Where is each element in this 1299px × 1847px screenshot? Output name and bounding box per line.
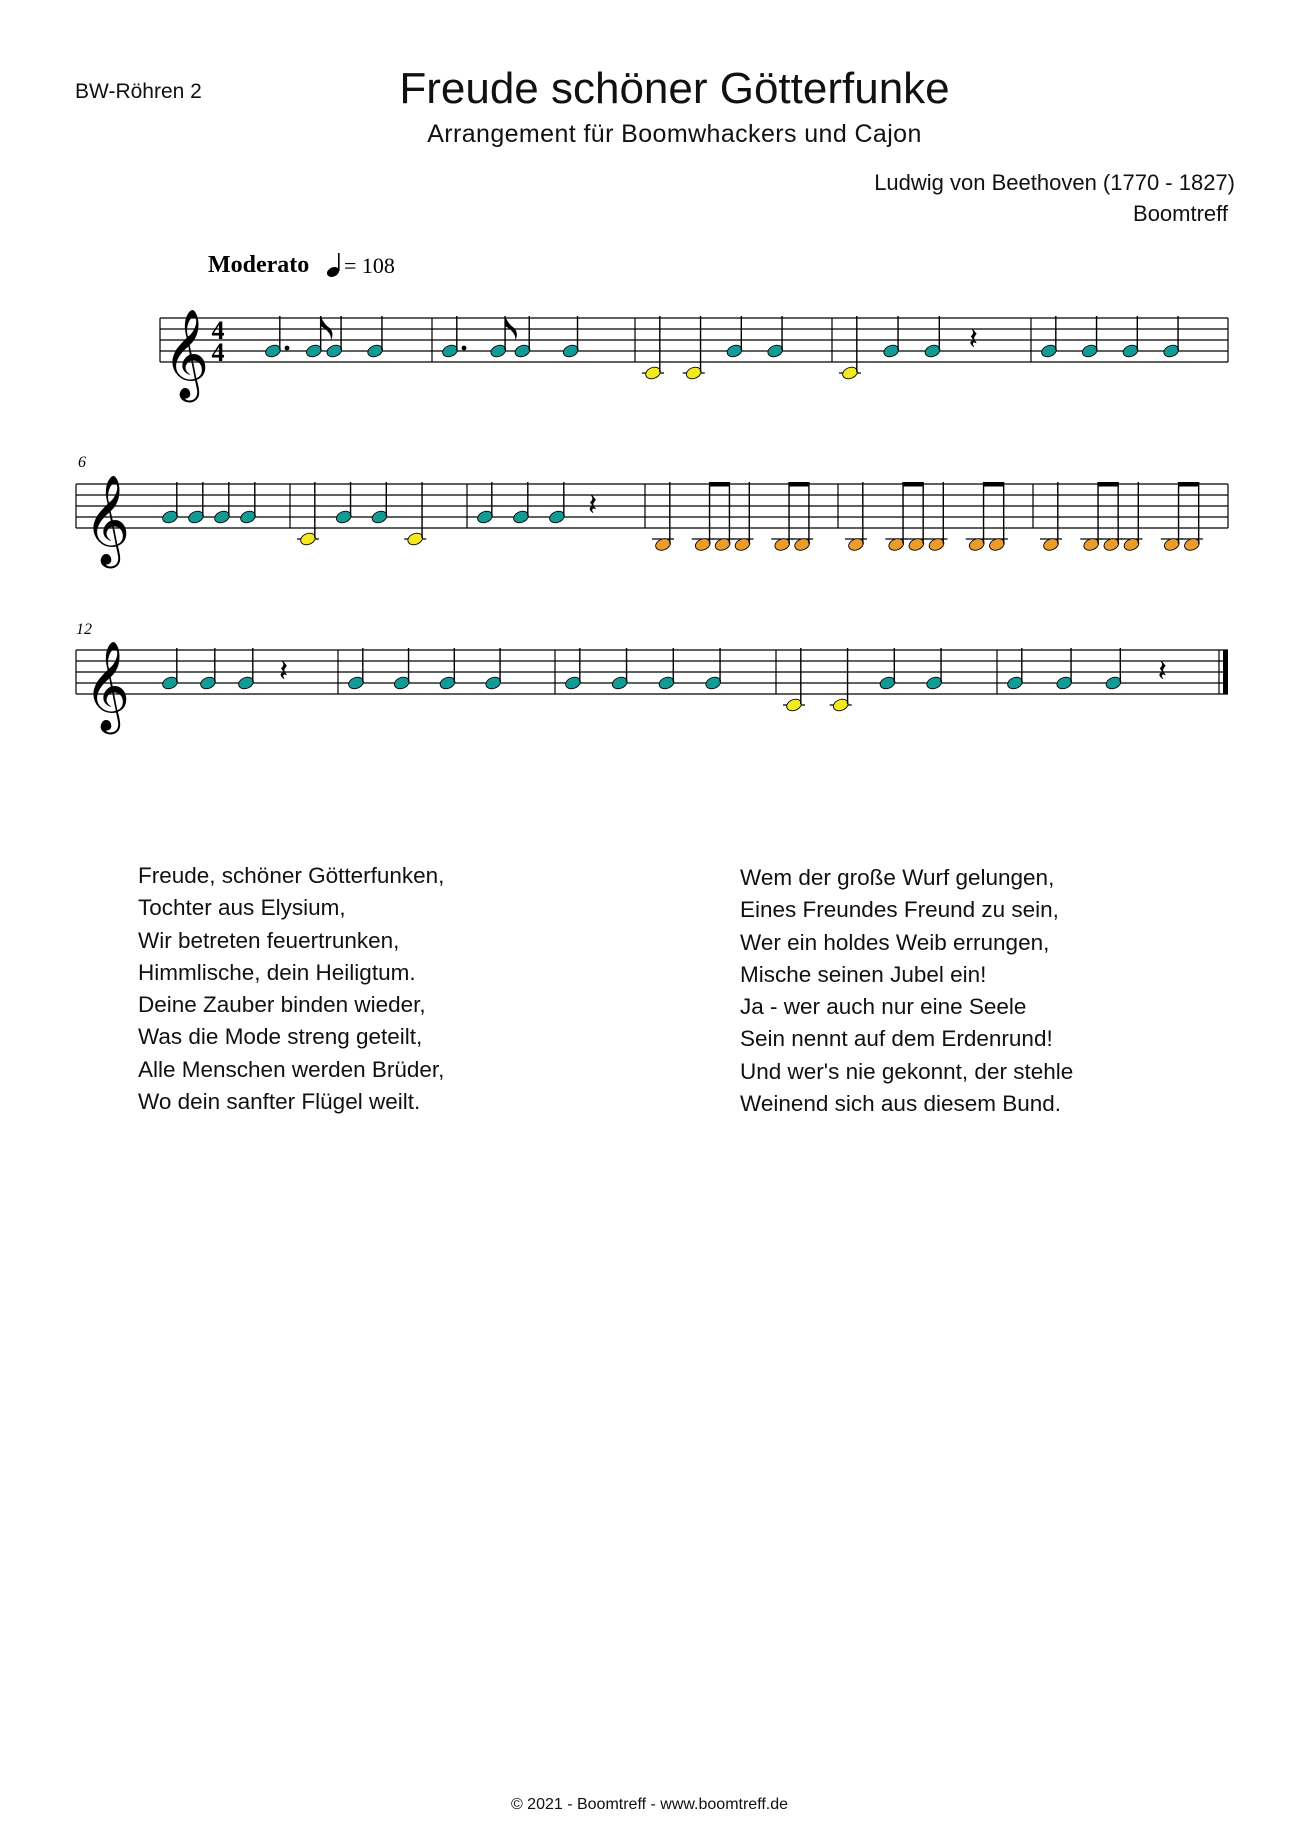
lyric-line: Wir betreten feuertrunken,: [138, 927, 400, 953]
lyric-line: Freude, schöner Götterfunken,: [138, 863, 445, 888]
eighth-beam: [1098, 482, 1118, 487]
page-footer: © 2021 - Boomtreff - www.boomtreff.de: [510, 1796, 789, 1813]
arranger-credit: Boomtreff: [1133, 201, 1228, 226]
lyric-line: Und wer's nie gekonnt, der stehle: [740, 1058, 1074, 1084]
final-barline-thick: [1223, 650, 1228, 694]
measure-number: 6: [78, 454, 86, 471]
score-systems: [76, 310, 1228, 735]
lyric-line: Mische seinen Jubel ein!: [740, 961, 987, 987]
staff-system: [76, 454, 1228, 569]
augmentation-dot: [285, 346, 290, 351]
lyrics-verse-1: [138, 860, 444, 1118]
lyric-line: Wer ein holdes Weib errungen,: [740, 929, 1050, 955]
tempo-value: = 108: [344, 253, 395, 278]
lyric-line: Ja - wer auch nur eine Seele: [740, 994, 1027, 1020]
quarter-rest-icon: 𝄽: [588, 489, 598, 522]
page-title: Freude schöner Götterfunke: [399, 64, 950, 113]
lyric-line: Weinend sich aus diesem Bund.: [740, 1091, 1062, 1117]
tempo-quarter-note-icon: [325, 253, 340, 279]
quarter-rest-icon: 𝄽: [279, 655, 289, 688]
lyric-line: Wem der große Wurf gelungen,: [740, 865, 1055, 890]
tempo-word: Moderato: [208, 252, 310, 278]
quarter-rest-icon: 𝄽: [968, 323, 978, 356]
staff-system: [76, 621, 1228, 735]
lyric-line: Alle Menschen werden Brüder,: [138, 1056, 445, 1082]
lyric-line: Was die Mode streng geteilt,: [138, 1024, 423, 1050]
treble-clef-icon: 𝄞: [84, 642, 131, 729]
time-signature-bottom: 4: [211, 338, 225, 367]
page-subtitle: Arrangement für Boomwhackers und Cajon: [427, 120, 922, 148]
quarter-rest-icon: 𝄽: [1157, 655, 1167, 688]
measure-number: 12: [76, 621, 92, 638]
treble-clef-icon: 𝄞: [163, 310, 210, 397]
eighth-beam: [984, 482, 1004, 487]
lyrics-verse-2: [740, 862, 1073, 1120]
composer-credit: Ludwig von Beethoven (1770 - 1827): [874, 170, 1235, 195]
part-label: BW-Röhren 2: [75, 80, 202, 103]
tempo-marking: [208, 252, 395, 279]
lyric-line: Eines Freundes Freund zu sein,: [740, 897, 1059, 923]
eighth-beam: [789, 482, 809, 487]
treble-clef-icon: 𝄞: [84, 476, 131, 563]
eighth-beam: [903, 482, 923, 487]
lyric-line: Deine Zauber binden wieder,: [138, 992, 426, 1018]
eighth-beam: [1179, 482, 1199, 487]
lyric-line: Sein nennt auf dem Erdenrund!: [740, 1026, 1053, 1052]
lyric-line: Wo dein sanfter Flügel weilt.: [138, 1089, 421, 1115]
lyric-line: Himmlische, dein Heiligtum.: [138, 959, 416, 985]
eighth-beam: [710, 482, 730, 487]
staff-system: [160, 310, 1228, 403]
time-signature-top: 4: [211, 316, 225, 345]
sheet-music-score: [0, 0, 1299, 760]
augmentation-dot: [462, 346, 467, 351]
lyric-line: Tochter aus Elysium,: [138, 895, 346, 921]
